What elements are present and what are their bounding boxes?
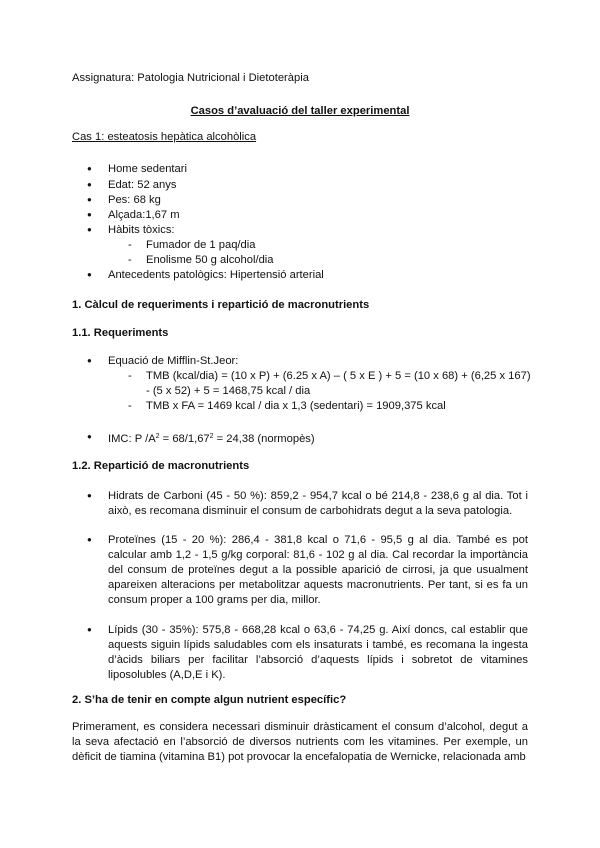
bullet-icon: ● (87, 432, 92, 441)
proteins-paragraph: Proteïnes (15 - 20 %): 286,4 - 381,8 kcal o 71,6 - 95,5 g al dia. També es pot calcular amb 1,2 - 1,5 g/kg corporal: 81,6 - 102 g al dia. Cal recordar la importància del consum de proteïnes degut a la possible aparició de cirrosi, ja que usualment apareixen alteracions per metabolitzar aquests macronutrients. Per tant, si es fa un consum proper a 100 grams per dia, millor. (108, 534, 528, 606)
bullet-icon: ● (87, 210, 92, 219)
dash-icon: - (128, 239, 132, 251)
subject-line: Assignatura: Patologia Nutricional i Dietoteràpia (72, 72, 309, 84)
lipids-paragraph: Lípids (30 - 35%): 575,8 - 668,28 kcal o 63,6 - 74,25 g. Així doncs, cal establir que aquests siguin lípids saludables com els insaturats i també, es recomana la ingesta d’àcids biliars per facilitar l’absorció d’aquests lípids i sobretot de vitamines liposolubles (A,D,E i K). (108, 624, 528, 681)
dash-icon: - (128, 254, 132, 266)
case-heading: Cas 1: esteatosis hepàtica alcohòlica (72, 131, 257, 143)
bullet-icon: ● (87, 164, 92, 173)
section1-2-heading: 1.2. Repartició de macronutrients (72, 460, 250, 472)
equation-label: Equació de Mifflin-St.Jeor: (108, 355, 239, 367)
case-item: Pes: 68 kg (108, 194, 161, 206)
bullet-icon: ● (87, 270, 92, 279)
bullet-icon: ● (87, 491, 92, 500)
dash-icon: - (128, 370, 132, 382)
section1-1-heading: 1.1. Requeriments (72, 327, 169, 339)
document-title: Casos d’avaluació del taller experimental (190, 105, 410, 117)
dash-icon: - (128, 400, 132, 412)
bullet-icon: ● (87, 625, 92, 634)
carbohydrates-paragraph: Hidrats de Carboni (45 - 50 %): 859,2 - 954,7 kcal o bé 214,8 - 238,6 g al dia. Tot i això, es recomana disminuir el consum de carbohidrats degut a la seva patologia. (108, 490, 528, 517)
case-item: Home sedentari (108, 163, 187, 175)
section1-heading: 1. Càlcul de requeriments i repartició de macronutrients (72, 299, 370, 311)
tmb-fa-formula: TMB x FA = 1469 kcal / dia x 1,3 (sedentari) = 1909,375 kcal (146, 400, 446, 412)
habit-item: Enolisme 50 g alcohol/dia (146, 254, 274, 266)
case-item: Hàbits tòxics: (108, 224, 175, 236)
case-item: Alçada:1,67 m (108, 209, 180, 221)
section2-paragraph: Primerament, es considera necessari disminuir dràsticament el consum d’alcohol, degut a la seva afectació en l’absorció de diversos nutrients com les vitamines. Per exemple, un dèficit de tiamina (vitamina B1) pot provocar la encefalopatia de Wernicke, relacionada amb (72, 721, 528, 763)
section2-heading: 2. S’ha de tenir en compte algun nutrient específic? (72, 694, 347, 706)
antecedents-item: Antecedents patològics: Hipertensió arterial (108, 269, 324, 281)
bullet-icon: ● (87, 180, 92, 189)
bullet-icon: ● (87, 195, 92, 204)
bullet-icon: ● (87, 356, 92, 365)
imc-line: IMC: P $/A^2 = 68/1,67^2 = 24,38$ (normopès) (108, 433, 315, 445)
bullet-icon: ● (87, 225, 92, 234)
bullet-icon: ● (87, 535, 92, 544)
habit-item: Fumador de 1 paq/dia (146, 239, 256, 251)
case-item: Edat: 52 anys (108, 179, 177, 191)
tmb-formula: TMB (kcal/dia) = (10 x P) + (6.25 x A) – ( 5 x E ) + 5 = (10 x 68) + (6,25 x 167) (146, 370, 531, 382)
tmb-formula-cont: - (5 x 52) + 5 = 1468,75 kcal / dia (146, 385, 311, 397)
